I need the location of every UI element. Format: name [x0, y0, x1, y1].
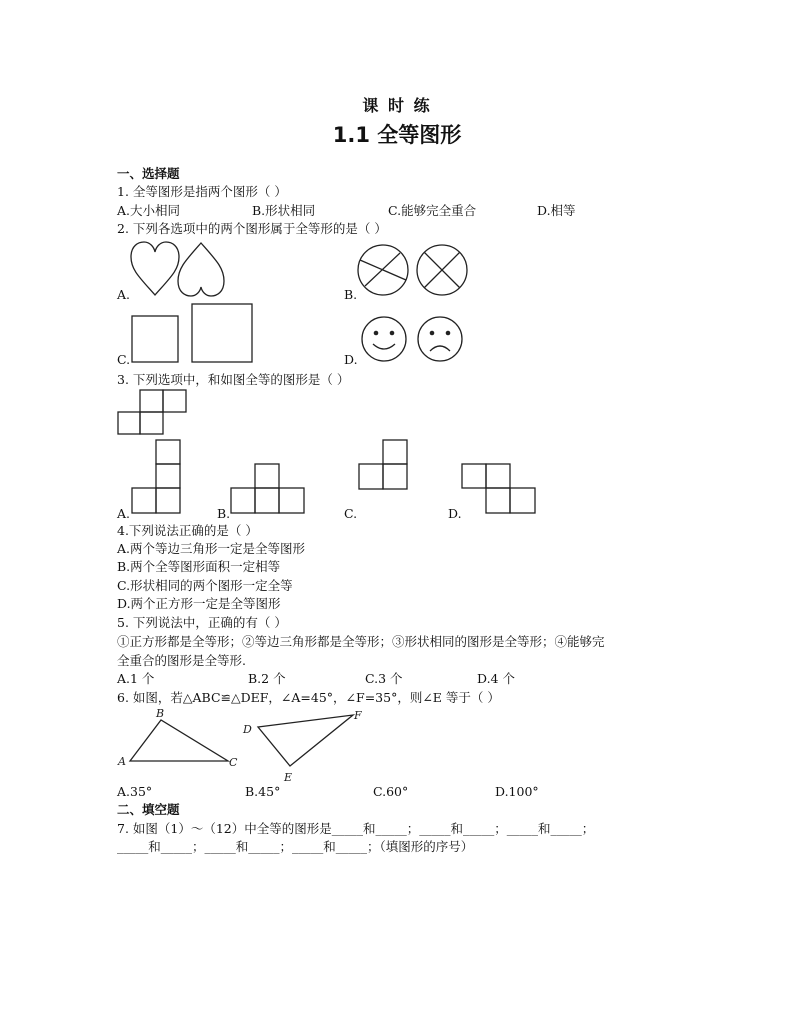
heart-right	[178, 243, 224, 296]
vertex-label-c: C	[229, 756, 238, 769]
vertex-label-e: E	[284, 771, 293, 784]
q3-b-figure	[230, 463, 308, 516]
q6-stem: 6. 如图，若△ABC≌△DEF，∠A=45°，∠F=35°，则∠E 等于（ ）	[117, 690, 500, 705]
q2-option-d: D.	[344, 352, 358, 367]
q3-option-a: A.	[117, 506, 131, 521]
q2-option-a: A.	[117, 287, 131, 302]
q1-option-b: B.形状相同	[252, 203, 316, 218]
q5-option-b: B.2 个	[248, 671, 286, 686]
q3-option-c: C.	[344, 506, 358, 521]
q1-option-d: D.相等	[537, 203, 576, 218]
q6-triangle-def	[240, 706, 370, 784]
vertex-label-f: F	[354, 709, 362, 722]
q2-stem: 2. 下列各选项中的两个图形属于全等形的是（ ）	[117, 221, 387, 236]
q6-option-d: D.100°	[495, 784, 539, 799]
vertex-label-d: D	[243, 723, 252, 736]
worksheet-label: 课 时 练	[362, 96, 432, 115]
section-choice-title: 一、选择题	[117, 166, 180, 181]
q4-option-c: C.形状相同的两个图形一定全等	[117, 578, 293, 593]
q2-option-c: C.	[117, 352, 131, 367]
q2-option-b: B.	[344, 287, 358, 302]
q5-statements-line1: ①正方形都是全等形；②等边三角形都是全等形；③形状相同的图形是全等形；④能够完	[117, 634, 605, 649]
vertex-label-a: A	[118, 755, 126, 768]
q5-stem: 5. 下列说法中，正确的有（ ）	[117, 615, 287, 630]
q1-option-c: C.能够完全重合	[388, 203, 477, 218]
q1-stem: 1. 全等图形是指两个图形（ ）	[117, 184, 287, 199]
q2-d-faces	[360, 314, 465, 366]
q3-option-d: D.	[448, 506, 462, 521]
q6-option-b: B.45°	[245, 784, 281, 799]
q6-option-c: C.60°	[373, 784, 409, 799]
q3-reference-figure	[117, 389, 189, 437]
q6-triangle-abc	[117, 705, 242, 771]
q3-stem: 3. 下列选项中，和如图全等的图形是（ ）	[117, 372, 350, 387]
q5-option-d: D.4 个	[477, 671, 515, 686]
section-fill-title: 二、填空题	[117, 802, 180, 817]
q3-option-b: B.	[217, 506, 231, 521]
q3-a-figure	[131, 439, 185, 516]
q4-option-b: B.两个全等图形面积一定相等	[117, 559, 281, 574]
vertex-label-b: B	[156, 707, 165, 720]
q3-c-figure	[358, 439, 412, 494]
q1-option-a: A.大小相同	[117, 203, 181, 218]
q7-line1: 7. 如图（1）～（12）中全等的图形是_____和_____；_____和_____；_____和_____；	[117, 821, 595, 836]
q3-d-figure	[461, 463, 539, 516]
q5-option-c: C.3 个	[365, 671, 403, 686]
heart-left	[131, 242, 179, 295]
q5-option-a: A.1 个	[117, 671, 155, 686]
q4-option-d: D.两个正方形一定是全等图形	[117, 596, 281, 611]
q2-c-squares	[130, 302, 255, 364]
q4-stem: 4.下列说法正确的是（ ）	[117, 523, 258, 538]
q6-option-a: A.35°	[117, 784, 153, 799]
q4-option-a: A.两个等边三角形一定是全等图形	[117, 541, 306, 556]
q7-line2: _____和_____；_____和_____；_____和_____；（填图形的序号）	[117, 839, 474, 854]
q2-b-circles	[356, 242, 471, 300]
q5-statements-line2: 全重合的图形是全等形.	[117, 653, 246, 668]
q2-a-hearts	[128, 240, 228, 298]
page-title: 1.1 全等图形	[332, 123, 462, 147]
